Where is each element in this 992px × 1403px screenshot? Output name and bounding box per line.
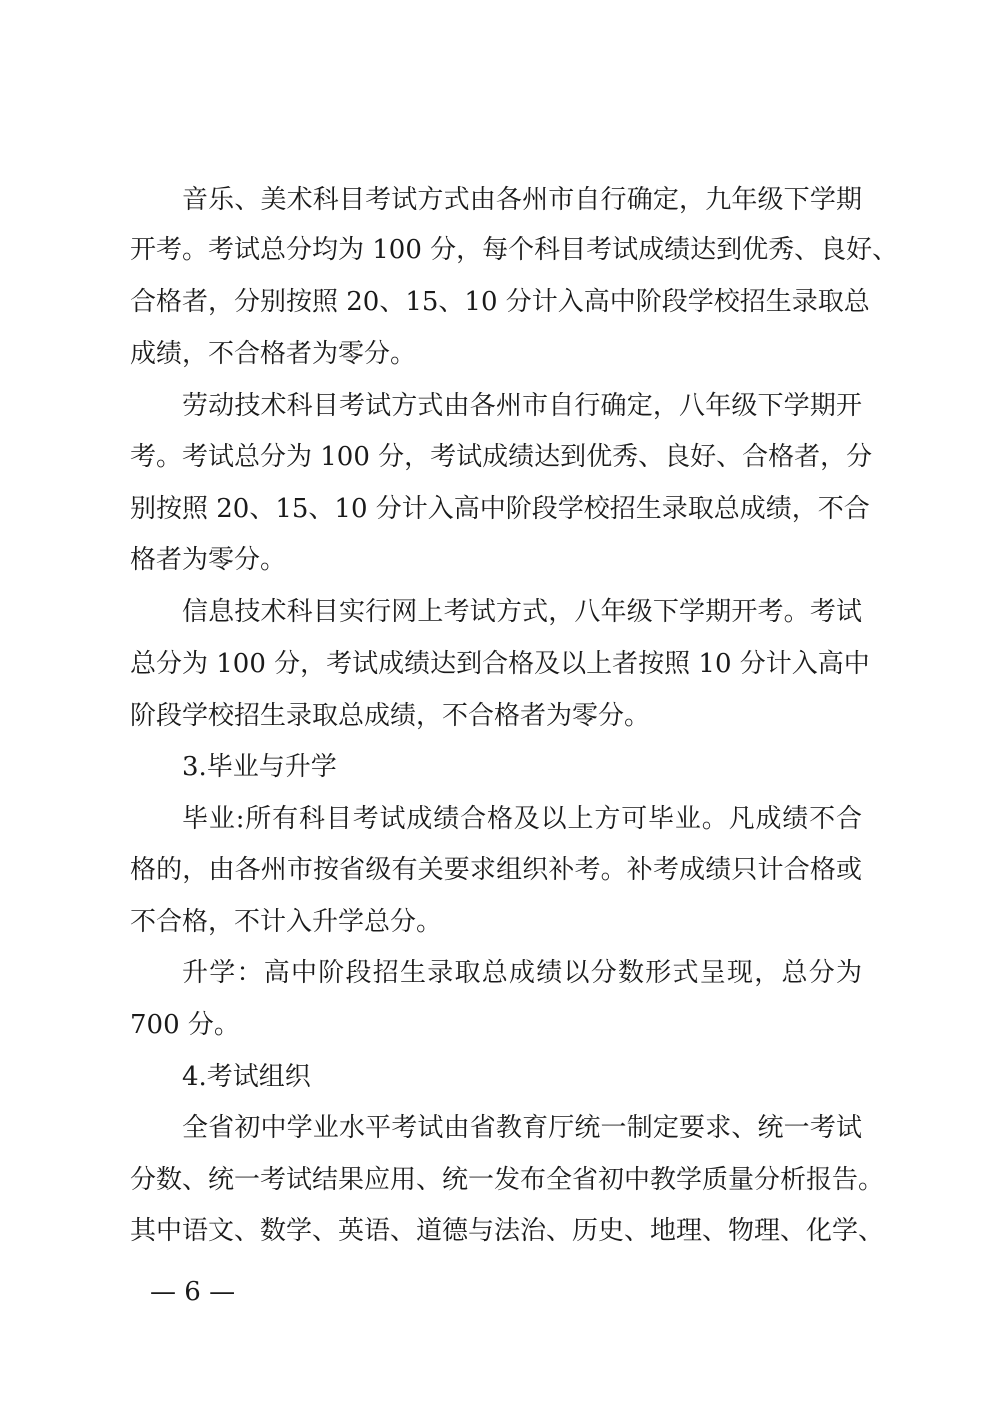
text-line: 劳动技术科目考试方式由各州市自行确定，八年级下学期开 (182, 391, 862, 421)
text-line: 毕业:所有科目考试成绩合格及以上方可毕业。凡成绩不合 (182, 804, 862, 834)
text-line: 其中语文、数学、英语、道德与法治、历史、地理、物理、化学、 (130, 1216, 885, 1246)
text-line: 不合格，不计入升学总分。 (130, 907, 443, 937)
text-line: 700 分。 (130, 1010, 240, 1040)
section-heading: 3.毕业与升学 (182, 752, 337, 782)
page-number: — 6 — (150, 1277, 236, 1307)
text-line: 全省初中学业水平考试由省教育厅统一制定要求、统一考试 (182, 1113, 862, 1143)
text-line: 别按照 20、15、10 分计入高中阶段学校招生录取总成绩，不合 (130, 494, 870, 524)
text-line: 分数、统一考试结果应用、统一发布全省初中教学质量分析报告。 (130, 1165, 885, 1195)
text-line: 音乐、美术科目考试方式由各州市自行确定，九年级下学期 (182, 185, 862, 215)
text-line: 总分为 100 分，考试成绩达到合格及以上者按照 10 分计入高中 (130, 649, 870, 679)
text-line: 格的，由各州市按省级有关要求组织补考。补考成绩只计合格或 (130, 855, 862, 885)
text-line: 合格者，分别按照 20、15、10 分计入高中阶段学校招生录取总 (130, 287, 870, 317)
text-line: 考。考试总分为 100 分，考试成绩达到优秀、良好、合格者，分 (130, 442, 873, 472)
text-line: 成绩，不合格者为零分。 (130, 339, 417, 369)
text-line: 信息技术科目实行网上考试方式，八年级下学期开考。考试 (182, 597, 862, 627)
text-line: 格者为零分。 (130, 545, 287, 575)
text-line: 开考。考试总分均为 100 分，每个科目考试成绩达到优秀、良好、 (130, 235, 899, 265)
text-line: 升学：高中阶段招生录取总成绩以分数形式呈现，总分为 (182, 958, 862, 988)
section-heading: 4.考试组织 (182, 1062, 311, 1092)
text-line: 阶段学校招生录取总成绩，不合格者为零分。 (130, 701, 651, 731)
